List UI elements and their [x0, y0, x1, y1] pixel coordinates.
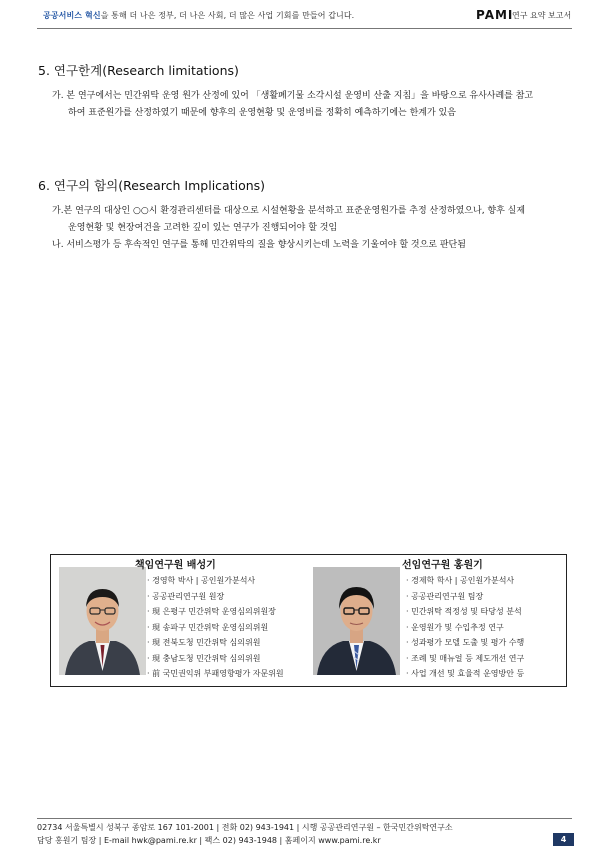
- lead-researcher-credentials: [147, 573, 284, 682]
- senior-credential-item: · 민간위탁 적정성 및 타당성 분석: [406, 607, 522, 616]
- page-header: [37, 8, 572, 30]
- senior-credential-item: · 성과평가 모델 도출 및 평가 수행: [406, 638, 525, 647]
- senior-researcher-portrait-icon: [313, 567, 400, 675]
- senior-researcher-photo: [313, 567, 400, 675]
- brand-logo-text: PAMI: [476, 8, 514, 22]
- lead-credential-item: · 現 송파구 민간위탁 운영심의위원: [147, 622, 269, 632]
- header-slogan: [43, 10, 354, 21]
- slogan-text: 을 통해 더 나은 정부, 더 나은 사회, 더 많은 사업 기회를 만들어 갑니다.: [100, 11, 355, 20]
- section-6-paragraph-b: 나. 서비스평가 등 후속적인 연구를 통해 민간위탁의 질을 향상시키는데 노력을 기울여야 할 것으로 판단됨: [52, 240, 466, 250]
- lead-credential-item: · 現 충남도청 민간위탁 심의위원: [147, 653, 261, 663]
- header-divider: [37, 28, 572, 29]
- lead-credential-item: · 現 전북도청 민간위탁 심의위원: [147, 638, 261, 647]
- lead-researcher-title: 책임연구원 배성기: [135, 560, 216, 571]
- section-6-paragraph-a-line1: 가.본 연구의 대상인 ○○시 환경관리센터를 대상으로 시설현황을 분석하고 표준운영원가를 추정 산정하였으나, 향후 실제: [52, 206, 526, 216]
- section-6-paragraph-a: [52, 203, 587, 237]
- page-number-badge: 4: [553, 833, 574, 846]
- researcher-profile-box: [50, 554, 567, 687]
- report-type-label: 연구 요약 보고서: [512, 11, 572, 20]
- senior-researcher-title: 선임연구원 홍원기: [402, 560, 483, 571]
- slogan-highlight: 공공서비스 혁신: [43, 11, 101, 20]
- lead-researcher-portrait-icon: [59, 567, 146, 675]
- section-5-paragraph-a: [52, 88, 587, 122]
- footer-address: 02734 서울특별시 성북구 종암로 167 101-2001 | 전화 02) 943-1941 | 시행 공공관리연구원 – 한국민간위탁연구소: [37, 823, 453, 832]
- section-5-title: 5. 연구한계(Research limitations): [38, 63, 239, 78]
- section-5-paragraph-a-line1: 가. 본 연구에서는 민간위탁 운영 원가 산정에 있어 「생활폐기물 소각시설 운영비 산출 지침」을 바탕으로 유사사례를 참고: [52, 91, 534, 101]
- senior-credential-item: · 조례 및 매뉴얼 등 제도개선 연구: [406, 653, 525, 663]
- section-6-paragraph-a-line2: 운영현황 및 현장여건을 고려한 깊이 있는 연구가 진행되어야 할 것임: [68, 223, 338, 233]
- lead-credential-item: · 경영학 박사 | 공인원가분석사: [147, 576, 256, 585]
- section-6-title: 6. 연구의 함의(Research Implications): [38, 178, 266, 193]
- section-5-paragraph-a-line2: 하여 표준원가를 산정하였기 때문에 향후의 운영현황 및 운영비를 정확히 예측하기에는 한계가 있음: [68, 108, 456, 118]
- senior-credential-item: · 사업 개선 및 효율적 운영방안 등: [406, 669, 525, 678]
- lead-researcher-photo: [59, 567, 146, 675]
- footer-divider: [37, 818, 572, 819]
- senior-credential-item: · 경제학 학사 | 공인원가분석사: [406, 576, 515, 585]
- lead-credential-item: · 공공관리연구원 원장: [147, 591, 225, 601]
- lead-credential-item: · 前 국민권익위 부패영향평가 자문위원: [147, 669, 284, 678]
- footer-contact: 담당 홍원기 팀장 | E-mail hwk@pami.re.kr | 팩스 02) 943-1948 | 홈페이지 www.pami.re.kr: [37, 836, 381, 845]
- lead-credential-item: · 現 은평구 민간위탁 운영심의위원장: [147, 607, 276, 616]
- senior-credential-item: · 운영원가 및 수입추정 연구: [406, 622, 504, 632]
- senior-researcher-credentials: [406, 573, 524, 682]
- senior-credential-item: · 공공관리연구원 팀장: [406, 591, 484, 601]
